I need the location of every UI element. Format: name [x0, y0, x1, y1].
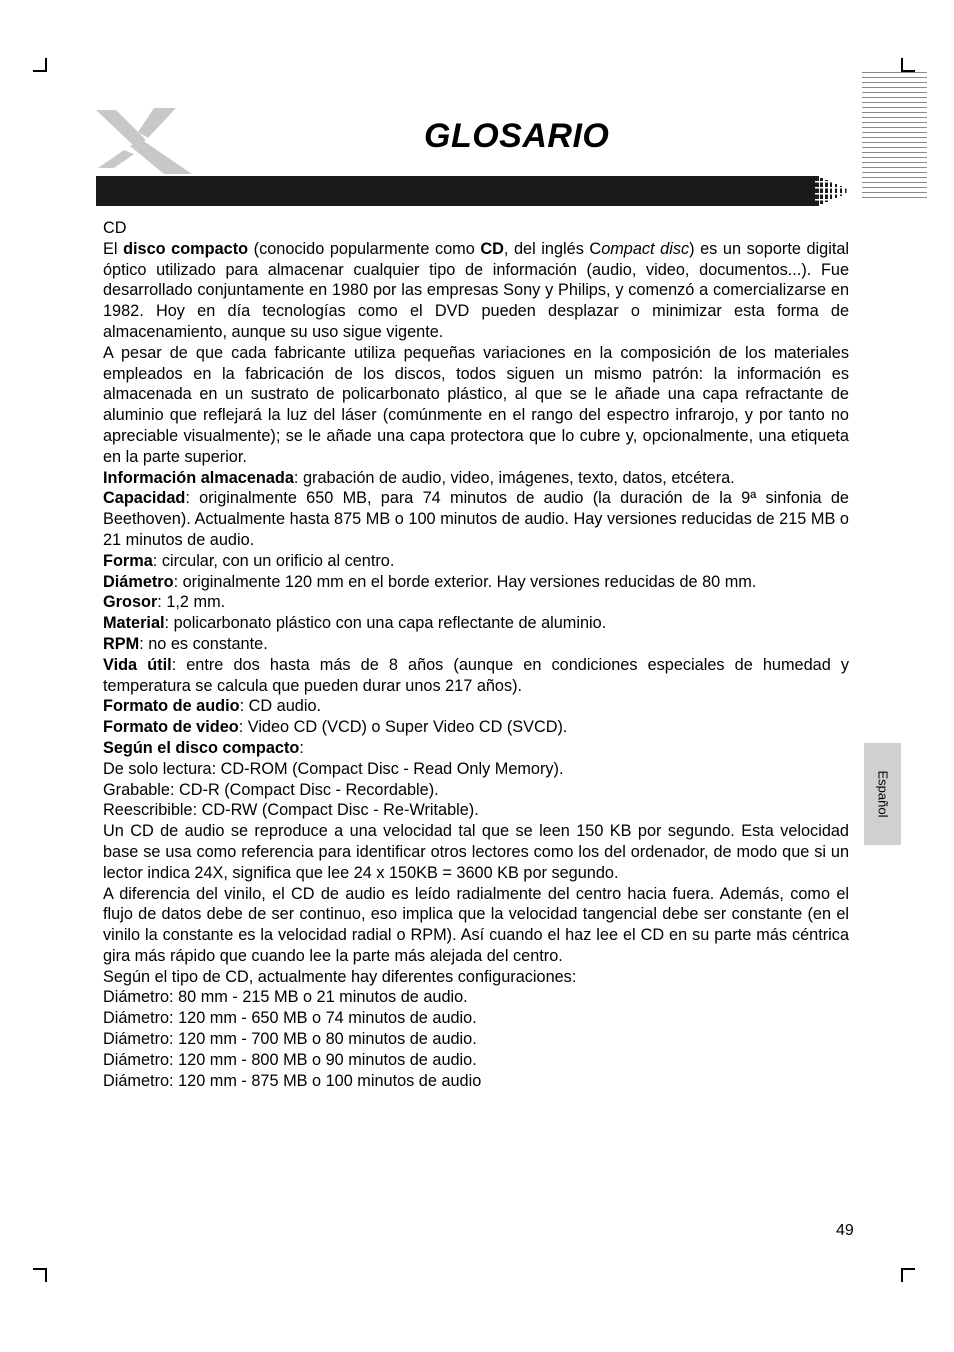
config-item: Diámetro: 120 mm - 800 MB o 90 minutos de audio. — [103, 1050, 477, 1069]
property-item: Diámetro: originalmente 120 mm en el borde exterior. Hay versiones reducidas de 80 mm. — [103, 572, 757, 591]
title-bar — [96, 176, 818, 206]
property-item: Grosor: 1,2 mm. — [103, 593, 226, 612]
decorative-stripes — [862, 72, 927, 200]
configs-intro: Según el tipo de CD, actualmente hay diferentes configuraciones: — [103, 967, 577, 986]
property-item: Forma: circular, con un orificio al centro. — [103, 551, 395, 570]
config-item: Diámetro: 120 mm - 700 MB o 80 minutos de audio. — [103, 1030, 477, 1049]
property-item: Formato de video: Video CD (VCD) o Super Video CD (SVCD). — [103, 718, 568, 737]
glossary-content — [103, 218, 849, 1091]
property-item: Información almacenada: grabación de audio, video, imágenes, texto, datos, etcétera. — [103, 468, 735, 487]
property-item: Material: policarbonato plástico con una capa reflectante de aluminio. — [103, 614, 607, 633]
page-number: 49 — [836, 1222, 854, 1239]
property-item: Capacidad: originalmente 650 MB, para 74 minutos de audio (la duración de la 9ª sinfonia de Beethoven). Actualmente hasta 875 MB o 100 minutos de audio. Hay versiones reducidas de 215 MB o 21 minutos de audio. — [103, 489, 849, 549]
section-heading: CD — [103, 219, 127, 237]
property-item: Según el disco compacto: — [103, 738, 304, 757]
config-item: Diámetro: 120 mm - 650 MB o 74 minutos de audio. — [103, 1009, 477, 1028]
speed-paragraph: Un CD de audio se reproduce a una velocidad tal que se leen 150 KB por segundo. Esta velocidad base se usa como referencia para identificar otros lectores como los del ordenador, de modo que si un lector indica 24X, significa que lee 24 x 150KB = 3600 KB por segundo. — [103, 822, 849, 882]
cd-type-item: Reescribible: CD-RW (Compact Disc - Re-Writable). — [103, 801, 479, 820]
property-item: Vida útil: entre dos hasta más de 8 años (aunque en condiciones especiales de humedad y temperatura se calcula que pueden durar unos 217 años). — [103, 655, 850, 695]
language-tab-label: Español — [875, 770, 890, 818]
config-item: Diámetro: 120 mm - 875 MB o 100 minutos de audio — [103, 1071, 482, 1090]
title-bar-dot-pattern — [815, 176, 855, 206]
property-item: Formato de audio: CD audio. — [103, 697, 322, 716]
composition-paragraph: A pesar de que cada fabricante utiliza pequeñas variaciones en la composición de los materiales empleados en la fabricación de los discos, todos siguen un mismo patrón: la información es almacenada en un sustrato de policarbonato plástico, al que se le añade una capa refractante de aluminio que reflejará la luz del láser (comúnmente en el rango del espectro infrarojo, y por tanto no apreciable visualmente); se le añade una capa protectora que lo cubre y, opcionalmente, una etiqueta en la parte superior. — [103, 343, 849, 466]
crop-mark-top-right — [901, 58, 915, 72]
config-item: Diámetro: 80 mm - 215 MB o 21 minutos de audio. — [103, 988, 468, 1007]
crop-mark-top-left — [33, 58, 47, 72]
vinyl-paragraph: A diferencia del vinilo, el CD de audio es leído radialmente del centro hacia fuera. Además, como el flujo de datos debe de ser continuo, eso implica que la velocidad tangencial debe ser constante (en el vinilo la constante es la velocidad radial o RPM). Así cuando el haz lee el CD en su parte más céntrica gira más rápido que cuando lee la parte más alejada del centro. — [103, 884, 849, 965]
crop-mark-bottom-right — [901, 1268, 915, 1282]
xoro-x-logo-icon — [94, 106, 194, 176]
language-tab — [864, 743, 901, 845]
intro-paragraph: El disco compacto (conocido popularmente como CD, del inglés Compact disc) es un soporte digital óptico utilizado para almacenar cualquier tipo de información (audio, video, documentos...). Fue desarrollado conjuntamente en 1980 por las empresas Sony y Philips, y comenzó a comercializarse en 1982. Hoy en día tecnologías como el DVD pueden desplazar o minimizar esta forma de almacenamiento, aunque su uso sigue vigente. — [103, 239, 850, 341]
cd-type-item: De solo lectura: CD-ROM (Compact Disc - Read Only Memory). — [103, 759, 564, 778]
crop-mark-bottom-left — [33, 1268, 47, 1282]
cd-type-item: Grabable: CD-R (Compact Disc - Recordable). — [103, 780, 439, 799]
property-item: RPM: no es constante. — [103, 634, 268, 653]
page-title: GLOSARIO — [424, 117, 610, 155]
